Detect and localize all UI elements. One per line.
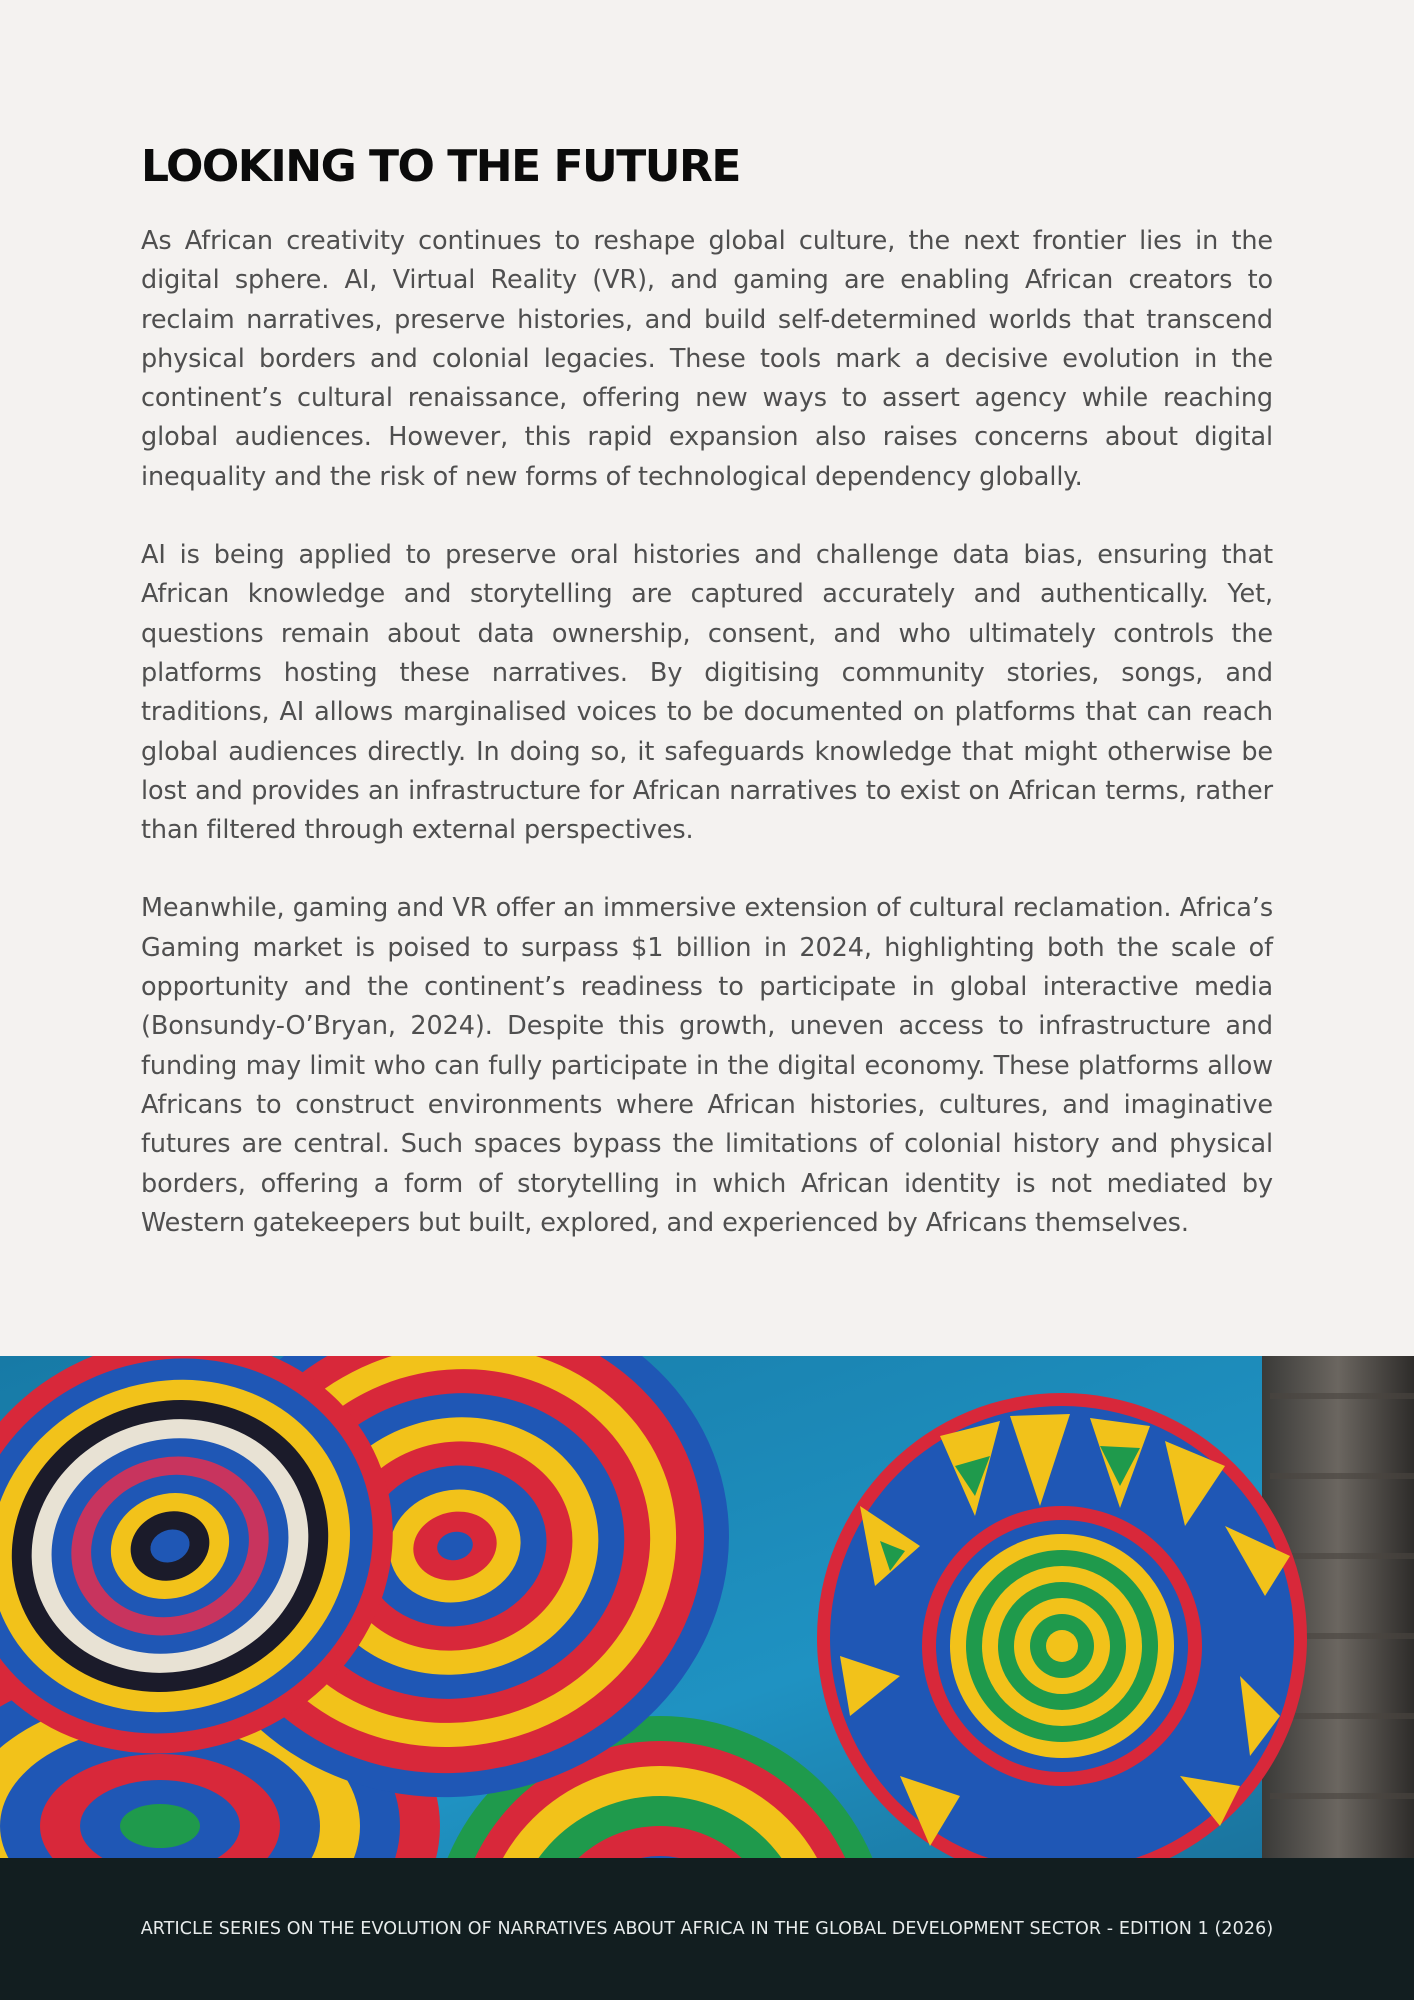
paragraph-gaming-vr: Meanwhile, gaming and VR offer an immersive extension of cultural reclamation. Africa’s Gaming market is poised to surpass $1 billion in 2024, highlighting both the scale of opportunity and the continent’s readiness to participate in global interactive media (Bonsundy-O’Bryan, 2024). Despite this growth, uneven access to infrastructure and funding may limit who can fully participate in the digital economy. These platforms allow Africans to construct environments where African histories, cultures, and imaginative futures are central. Such spaces bypass the limitations of colonial history and physical borders, offering a form of storytelling in which African identity is not mediated by Western gatekeepers but built, explored, and experienced by Africans themselves.	[141, 893, 1273, 1238]
paragraph-intro: As African creativity continues to reshape global culture, the next frontier lies in the digital sphere. AI, Virtual Reality (VR), and gaming are enabling African creators to reclaim narratives, preserve histories, and build self-determined worlds that transcend physical borders and colonial legacies. These tools mark a decisive evolution in the continent’s cultural renaissance, offering new ways to assert agency while reaching global audiences. However, this rapid expansion also raises concerns about digital inequality and the risk of new forms of technological dependency globally.	[141, 226, 1273, 492]
footer	[0, 1858, 1414, 2000]
woven-baskets-photo	[0, 1356, 1414, 1858]
paragraph-ai: AI is being applied to preserve oral histories and challenge data bias, ensuring that African knowledge and storytelling are captured accurately and authentically. Yet, questions remain about data ownership, consent, and who ultimately controls the platforms hosting these narratives. By digitising community stories, songs, and traditions, AI allows marginalised voices to be documented on platforms that can reach global audiences directly. In doing so, it safeguards knowledge that might otherwise be lost and provides an infrastructure for African narratives to exist on African terms, rather than filtered through external perspectives.	[141, 540, 1273, 846]
footer-series-label: ARTICLE SERIES ON THE EVOLUTION OF NARRATIVES ABOUT AFRICA IN THE GLOBAL DEVELOPMENT SECTOR - EDITION 1 (2026)	[140, 1919, 1274, 1939]
page-title: LOOKING TO THE FUTURE	[141, 141, 740, 192]
article-body	[141, 138, 1273, 1282]
